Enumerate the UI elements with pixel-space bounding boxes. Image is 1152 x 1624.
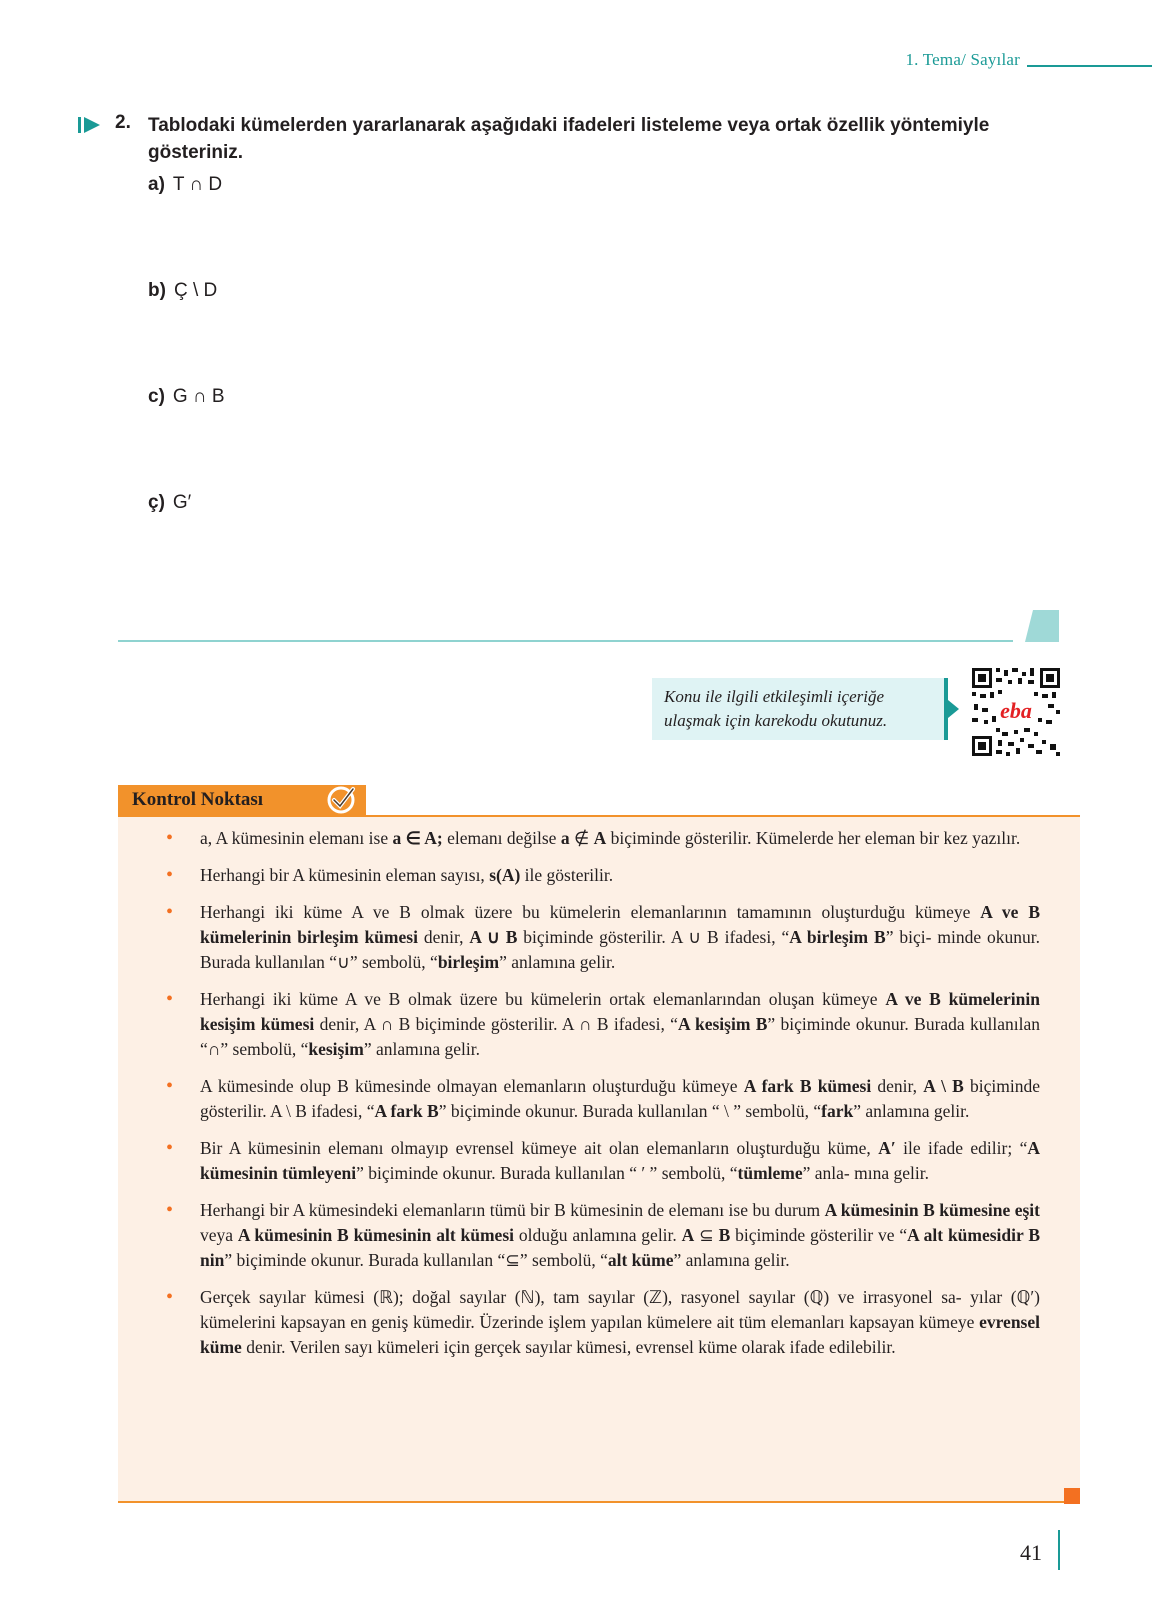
bullet-icon: • (166, 1075, 174, 1097)
bullet-icon: • (166, 864, 174, 886)
kontrol-title: Kontrol Noktası (132, 789, 264, 810)
list-item: • Herhangi iki küme A ve B olmak üzere bu kümelerin ortak elemanlarından oluşan kümeye A ve B kümelerinin kesişim kümesi denir, A ∩ B biçiminde gösterilir. A ∩ B ifadesi, “A kesişim B” biçiminde okunur. Burada kullanılan “∩” sembolü, “kesişim” anlamına gelir. (166, 988, 1040, 1059)
bullet-icon: • (166, 827, 174, 849)
bullet-icon: • (166, 1137, 174, 1159)
sub-question-expr: G ∩ B (172, 386, 225, 407)
qr-pointer-icon (948, 700, 959, 718)
list-item: • a, A kümesinin elemanı ise a ∈ A; elemanı değilse a ∉ A biçiminde gösterilir. Kümelerde her eleman bir kez yazılır. (166, 827, 1021, 849)
list-item: • Herhangi bir A kümesinin eleman sayısı, s(A) ile gösterilir. (166, 864, 614, 886)
list-item: • Herhangi iki küme A ve B olmak üzere bu kümelerin elemanlarının tamamının oluşturduğu kümeye A ve B kümelerinin birleşim kümesi denir, A ∪ B biçiminde gösterilir. A ∪ B ifadesi, “A birleşim B” biçi- minde okunur. Burada kullanılan “∪” sembolü, “birleşim” anlamına gelir. (166, 901, 1040, 972)
sub-question-c (148, 386, 225, 408)
sub-question-a (148, 174, 222, 196)
question-text: Tablodaki kümelerden yararlanarak aşağıdaki ifadeleri listeleme veya ortak özellik yöntemiyle gösteriniz. (148, 115, 990, 163)
list-item: • Gerçek sayılar kümesi (ℝ); doğal sayılar (ℕ), tam sayılar (ℤ), rasyonel sayılar (ℚ) ve irrasyonel sa- yılar (ℚ′) kümelerini kapsayan en geniş kümedir. Üzerinde işlem yapılan kümelere ait tüm elemanları kapsayan kümeye evrensel küme denir. Verilen sayı kümeleri için gerçek sayılar kümesi, evrensel küme olarak ifade edilebilir. (166, 1286, 1040, 1357)
kontrol-list (160, 826, 1040, 1372)
sub-question-label: c) (148, 386, 165, 407)
qr-code-icon[interactable] (972, 668, 1060, 756)
list-item: • Bir A kümesinin elemanı olmayıp evrensel kümeye ait olan elemanların oluşturduğu küme, A′ ile ifade edilir; “A kümesinin tümleyeni” biçiminde okunur. Burada kullanılan “ ′ ” sembolü, “tümleme” anla- mına gelir. (166, 1137, 1040, 1183)
sub-question-label: a) (148, 174, 165, 195)
play-arrow-icon (78, 116, 102, 134)
sub-question-expr: G′ (172, 492, 192, 513)
sub-question-c-cedilla (148, 492, 191, 514)
qr-instruction-note: Konu ile ilgili etkileşimli içeriğe ulaşmak için karekodu okutunuz. (652, 678, 944, 740)
sub-question-expr: Ç \ D (173, 280, 218, 301)
chapter-title: 1. Tema/ Sayılar (905, 50, 1020, 69)
list-item: • Herhangi bir A kümesindeki elemanların tümü bir B kümesinin de elemanı ise bu durum A kümesinin B kümesine eşit veya A kümesinin B kümesinin alt kümesi olduğu anlamına gelir. A ⊆ B biçiminde gösterilir ve “A alt kümesidir B nin” biçiminde okunur. Burada kullanılan “⊆” sembolü, “alt küme” anlamına gelir. (166, 1199, 1040, 1270)
sub-question-b (148, 280, 217, 302)
header-divider (1027, 65, 1152, 67)
check-badge-icon (325, 785, 357, 815)
bullet-icon: • (166, 1286, 174, 1308)
qr-logo-text: eba (1000, 698, 1032, 723)
sub-question-label: ç) (148, 492, 165, 513)
bullet-icon: • (166, 1199, 174, 1221)
page-number-divider (1058, 1530, 1060, 1570)
question-number: 2. (115, 112, 131, 133)
list-item: • A kümesinde olup B kümesinde olmayan elemanların oluşturduğu kümeye A fark B kümesi denir, A \ B biçiminde gösterilir. A \ B ifadesi, “A fark B” biçiminde okunur. Burada kullanılan “ \ ” sembolü, “fark” anlamına gelir. (166, 1075, 1040, 1121)
bullet-icon: • (166, 988, 174, 1010)
sub-question-label: b) (148, 280, 166, 301)
bullet-icon: • (166, 901, 174, 923)
section-tab-marker (1025, 610, 1059, 642)
kontrol-corner-marker (1064, 1488, 1080, 1504)
section-divider (118, 640, 1013, 642)
sub-question-expr: T ∩ D (172, 174, 223, 195)
page-number: 41 (1020, 1540, 1042, 1565)
